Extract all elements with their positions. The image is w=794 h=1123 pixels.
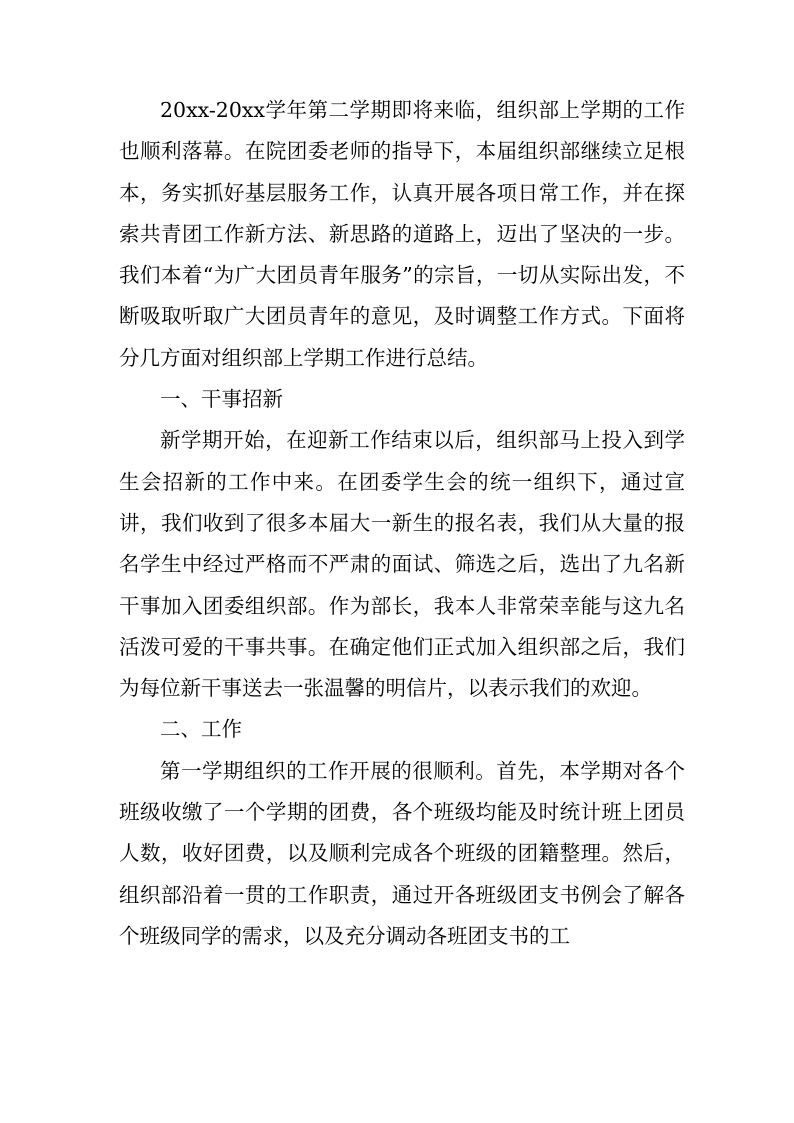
document-body [119, 90, 685, 957]
recruitment-paragraph: 新学期开始，在迎新工作结束以后，组织部马上投入到学生会招新的工作中来。在团委学生会的统一组织下，通过宣讲，我们收到了很多本届大一新生的报名表，我们从大量的报名学生中经过严格而不严肃的面试、筛选之后，选出了九名新干事加入团委组织部。作为部长，我本人非常荣幸能与这九名活泼可爱的干事共事。在确定他们正式加入组织部之后，我们为每位新干事送去一张温馨的明信片，以表示我们的欢迎。 [119, 428, 685, 701]
section-heading-work: 二、工作 [160, 717, 242, 742]
section-heading-recruitment: 一、干事招新 [160, 387, 283, 412]
work-paragraph: 第一学期组织的工作开展的很顺利。首先，本学期对各个班级收缴了一个学期的团费，各个班级均能及时统计班上团员人数，收好团费，以及顺利完成各个班级的团籍整理。然后，组织部沿着一贯的工作职责，通过开各班级团支书例会了解各个班级同学的需求，以及充分调动各班团支书的工 [119, 758, 685, 948]
intro-paragraph: 20xx-20xx学年第二学期即将来临，组织部上学期的工作也顺利落幕。在院团委老师的指导下，本届组织部继续立足根本，务实抓好基层服务工作，认真开展各项日常工作，并在探索共青团工作新方法、新思路的道路上，迈出了坚决的一步。我们本着“为广大团员青年服务”的宗旨，一切从实际出发，不断吸取听取广大团员青年的意见，及时调整工作方式。下面将分几方面对组织部上学期工作进行总结。 [119, 98, 685, 370]
